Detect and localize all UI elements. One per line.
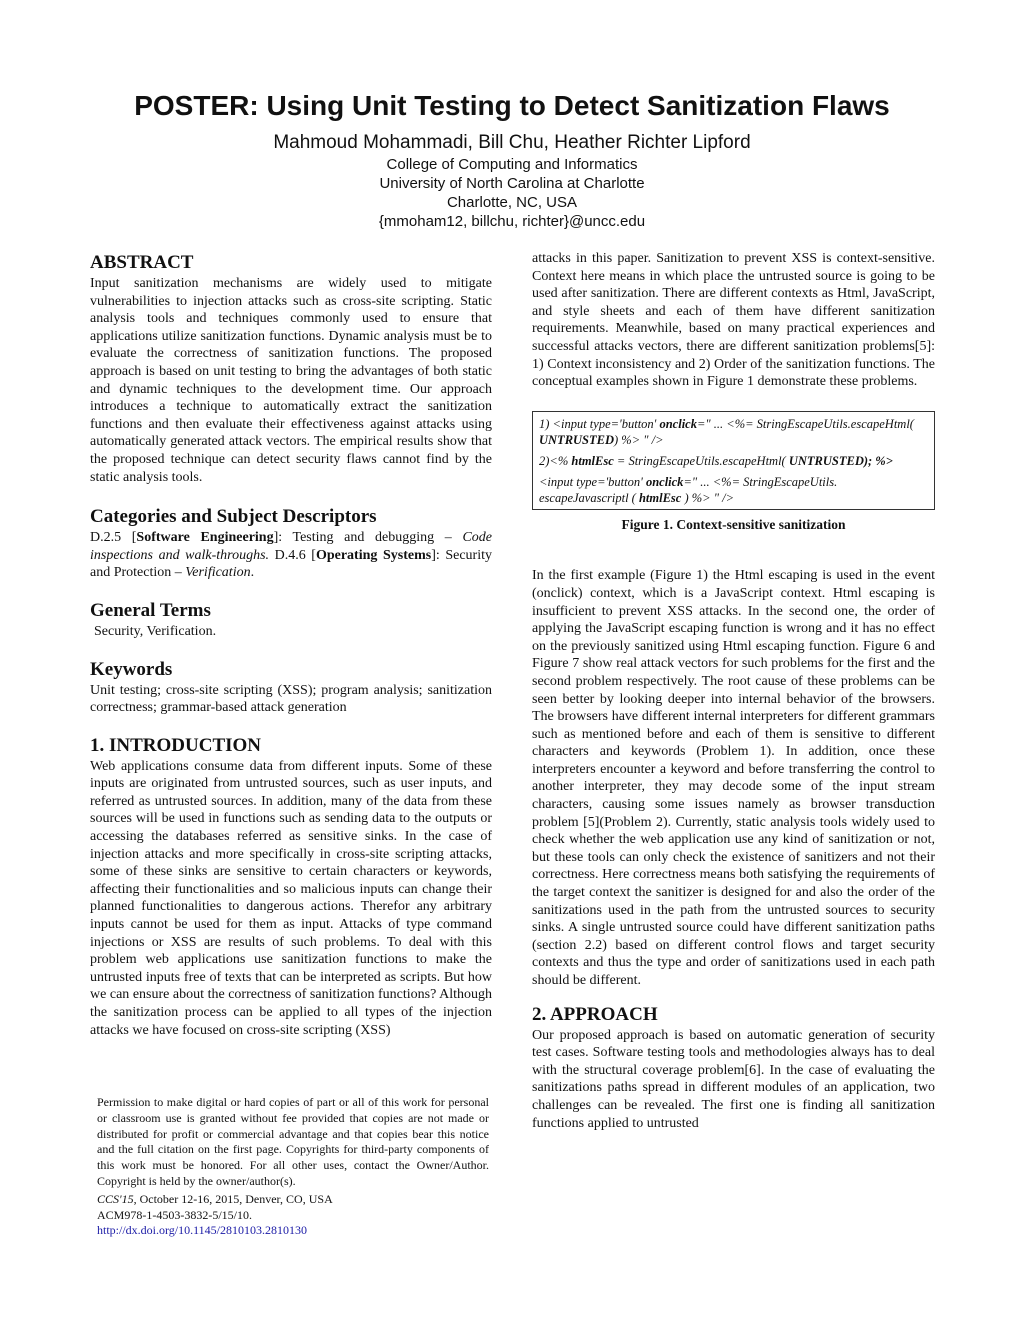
general-terms-section [90,600,492,641]
introduction-text: Web applications consume data from different inputs. Some of these inputs are originated from untrusted sources, such as user inputs, and referred as untrusted sources. In addition, many of the data from these sources will be used in functions such as sending data to the outputs or accessing the databases referred as sensitive sinks. In the case of injection attacks and more specifically in cross-site scripting attacks, some of these sinks are sensitive to certain characters or keywords, affecting their functionalities and so malicious inputs can change their planned functionalities to dangerous actions. Therefor any arbitrary inputs cannot be used for them as input. Attacks of type command injections or XSS are results of such problems. To deal with this problem web applications use sanitization functions to make the untrusted inputs free of texts that can be interpreted as scripts. But how we can ensure about the correctness of sanitization functions? Although the sanitization process can be applied to all types of the injection attacks we have focused on cross-site scripting (XSS) [90,758,492,1038]
code-token: 1) <input type='button' [539,416,660,431]
cat-verification: Verification [185,565,251,581]
cat-part: D.4.6 [ [269,547,316,563]
intro-continued-text: attacks in this paper. Sanitization to prevent XSS is context-sensitive. Context here means in which place the untrusted source is going to be used after sanitization. There are different contexts as Html, JavaScript, and style sheets and each of them have different sanitization requirements. Meanwhile, based on many practical experiences and successful attacks vectors, there are different sanitization problems[5]: 1) Context inconsistency and 2) Order of the sanitization functions. The conceptual examples shown in Figure 1 demonstrate these problems. [532,251,935,390]
affiliation-university: University of North Carolina at Charlotte [379,175,645,192]
affiliation-location: Charlotte, NC, USA [446,194,578,211]
categories-heading: Categories and Subject Descriptors [90,506,377,528]
cat-part: D.2.5 [ [90,530,137,546]
approach-text: Our proposed approach is based on automatic generation of security test cases. Software testing tools and methodologies always has to deal with the structural coverage problem[6]. In the case of evaluating the sanitizations paths spread in different modules of an application, two challenges can be revealed. The first one is finding all sanitization functions applied to untrusted [532,1027,935,1131]
introduction-heading: 1. INTRODUCTION [90,734,262,756]
left-column [90,252,492,1039]
code-keyword: UNTRUSTED [539,432,615,447]
abstract-heading: ABSTRACT [90,252,194,273]
doi-link[interactable]: http://dx.doi.org/10.1145/2810103.2810130 [97,1223,308,1238]
cat-software-engineering: Software Engineering [136,530,274,546]
permission-text: Permission to make digital or hard copies of part or all of this work for personal or classroom use is granted without fee provided that copies are not made or distributed for profit or commercial advantage and that copies bear this notice and the full citation on the first page. Copyrights for third-party components of this work must be honored. For all other uses, contact the Owner/Author. Copyright is held by the owner/author(s). [97,1095,489,1188]
code-example-1 [539,416,928,448]
code-token: 2)<% [539,453,572,468]
code-example-2b [539,474,928,506]
conference-line [97,1192,489,1208]
code-token: ) %> " /> [681,490,735,505]
categories-section [90,506,492,582]
conference-details: , October 12-16, 2015, Denver, CO, USA [133,1191,333,1206]
code-token: =" ... <%= StringEscapeUtils.escapeHtml( [696,416,914,431]
categories-text [90,529,492,582]
cat-part: ]: Testing and debugging – [273,530,463,546]
approach-section [532,1004,935,1133]
code-example-2 [539,453,928,469]
figure-1-code-box [532,411,935,510]
right-column [532,250,935,1132]
code-token: =" ... <%= StringEscapeUtils. escapeJavascriptl ( [539,474,838,505]
general-terms-heading: General Terms [90,599,211,621]
code-keyword: UNTRUSTED); %> [788,453,893,468]
keywords-heading: Keywords [90,658,173,680]
code-keyword: onclick [659,416,697,431]
general-terms-text: Security, Verification. [94,623,217,639]
keywords-text: Unit testing; cross-site scripting (XSS); program analysis; sanitization correctness; grammar-based attack generation [90,682,492,716]
code-token: = StringEscapeUtils.escapeHtml( [613,453,789,468]
cat-part: . [250,565,255,581]
author-list: Mahmoud Mohammadi, Bill Chu, Heather Richter Lipford [273,132,751,153]
figure-1-caption: Figure 1. Context-sensitive sanitization [621,516,846,532]
cat-part: ]: Security and Protection – [90,547,492,581]
discussion-text: In the first example (Figure 1) the Html escaping is used in the event (onclick) context, which is a JavaScript context. Html escaping is insufficient to prevent XSS attacks. In the second one, the order of applying the JavaScript escaping function is wrong and it has no effect on the previously sanitized using Html escaping function. Figure 6 and Figure 7 show real attack vectors for such problems for the first and the second problem respectively. The root cause of these problems can be seen better by looking deeper into internal behavior of the browsers. The browsers have different internal interpreters for different grammars such as mentioned before and each of them is sensitive to different characters and keywords (Problem 1). In addition, once these interpreters encounter a keyword and before transferring the control to another interpreter, they may decode some of the input stream characters, causing some issues namely as browser transduction problem [5](Problem 2). Currently, static analysis tools widely used to check whether the web application use any kind of sanitization or not, but these tools can only check the existence of sanitizers and not their correctness. Here correctness means both satisfying the requirements of the target context the sanitizer is designed for and also the order of the sanitizations used in the path from the untrusted sources to security sinks. A single untrusted source could have different sanitization paths (section 2.2) based on different control flows and target security contexts and thus the type and order of sanitizations used in each path should be different. [532,568,935,988]
conference-name: CCS'15 [97,1191,134,1206]
cat-code-inspections: Code inspections and walk-throughs. [90,530,492,563]
keywords-section [90,659,492,717]
code-token: ) %> " /> [614,432,664,447]
approach-heading: 2. APPROACH [532,1003,658,1025]
author-emails: {mmoham12, billchu, richter}@uncc.edu [378,213,646,230]
paper-title: POSTER: Using Unit Testing to Detect Sanitization Flaws [134,90,890,121]
permission-notice [97,1095,489,1239]
introduction-section [90,735,492,1040]
code-keyword: htmlEsc [638,490,682,505]
cat-operating-systems: Operating Systems [315,547,432,563]
abstract-section [90,252,492,486]
acm-isbn: ACM978-1-4503-3832-5/15/10. [97,1207,252,1222]
abstract-text: Input sanitization mechanisms are widely used to mitigate vulnerabilities to injection attacks such as cross-site scripting. Static analysis tools and techniques commonly used to ensure that applications utilize sanitization functions. Dynamic analysis must be to evaluate the correctness of sanitization functions. The proposed approach is based on unit testing to bring the advantages of both static and dynamic techniques to the development time. Our approach introduces a technique to automatically extract the sanitization functions and then evaluate their effectiveness against attacks using automatically generated attack vectors. The empirical results show that the proposed technique can detect security flaws cannot find by the static analysis tools. [90,276,492,485]
affiliation-college: College of Computing and Informatics [386,156,638,173]
code-token: <input type='button' [539,474,646,489]
code-keyword: htmlEsc [571,453,614,468]
code-keyword: onclick [645,474,684,489]
